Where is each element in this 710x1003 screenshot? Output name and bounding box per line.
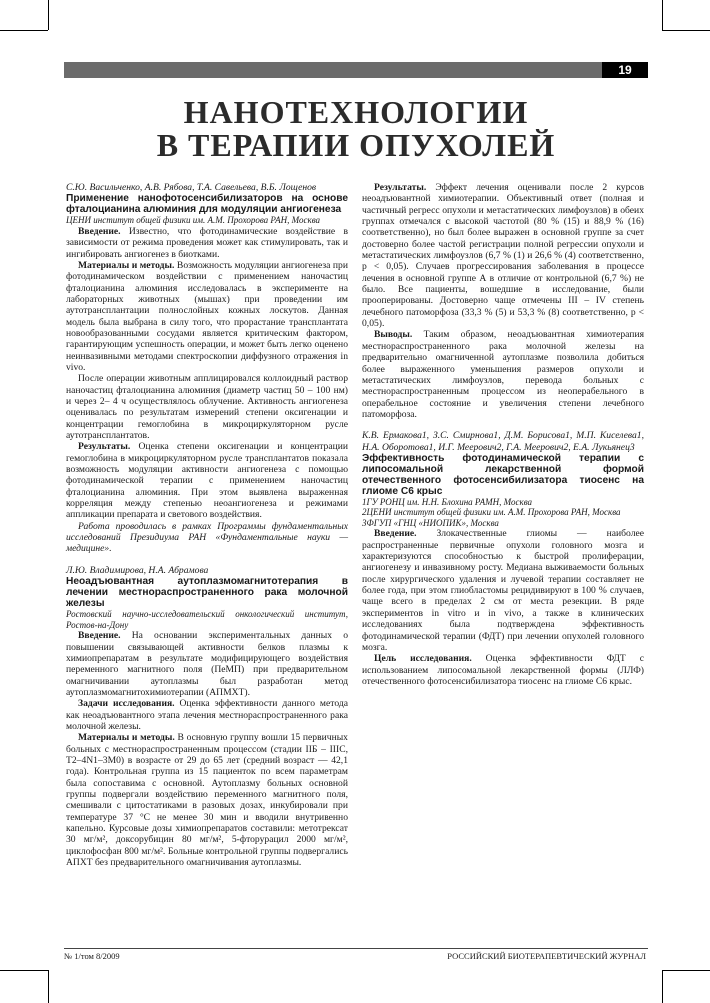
right-column — [362, 182, 644, 687]
crop-mark — [662, 970, 710, 971]
article1-paragraph: Результаты. Оценка степени оксигенации и концентрации гемоглобина в микроциркуляторном русле трансплантатов показала возможность модуляции активности ангиогенеза с помощью фотодинамической терапии с применением наночастиц фталоцианина алюминия. При этом выявлена выраженная корреляция между степенью неоангиогенеза и режимами аппликации препарата и светового воздействия. — [66, 441, 348, 521]
crop-mark — [48, 970, 49, 1003]
article1-affiliation: ЦЕНИ институт общей физики им. А.М. Прохорова РАН, Москва — [66, 215, 321, 226]
article2-affiliation: Ростовский научно-исследовательский онкологический институт, Ростов-на-Дону — [66, 609, 348, 630]
section-title — [64, 96, 648, 162]
crop-mark — [0, 30, 48, 31]
article2-authors: Л.Ю. Владимирова, Н.А. Абрамова — [66, 564, 209, 576]
footer-issue: № 1/том 8/2009 — [64, 951, 120, 961]
article2-paragraph: Задачи исследования. Оценка эффективности данного метода как неоадъювантного этапа лечения местнораспространенного рака молочной железы. — [66, 698, 348, 732]
footer-journal: РОССИЙСКИЙ БИОТЕРАПЕВТИЧЕСКИЙ ЖУРНАЛ — [447, 951, 646, 961]
article1-acknowledgement: Работа проводилась в рамках Программы фундаментальных исследований Президиума РАН «Фундаментальные науки — медицине». — [66, 520, 348, 555]
article3-paragraph: Введение. Злокачественные глиомы — наиболее распространенные первичные опухоли головного мозга и характеризуются способностью к быстрой пролиферации, ангиогенезу и инвазивному росту. Медиана выживаемости больных после хирургического удаления и лучевой терапии составляет не более года, при этом глиобластомы рецидивируют в 100 % случаев, чаще всего в пределах 2 см от места резекции. В ряде экспериментов in vitro и in vivo, а также в клинических исследованиях была подтверждена эффективность фотодинамической терапии (ФДТ) при лечении опухолей головного мозга. — [362, 528, 644, 653]
article2-paragraph: Выводы. Таким образом, неоадъювантная химиотерапия местнораспространенного рака молочной железы на предварительно омагниченной аутоплазме позволила добиться более выраженного уменьшения размеров опухоли и метастатических лимфоузлов, перевода больных с местнораспространенным процессом из неоперабельного в операбельное состояние и увеличения степени лечебного патоморфоза. — [362, 329, 644, 420]
article3-affiliation: 1ГУ РОНЦ им. Н.Н. Блохина РАМН, Москва — [362, 496, 533, 507]
article2-paragraph: Материалы и методы. В основную группу вошли 15 первичных больных с местнораспространенным процессом (стадии IIБ – IIIС, T2–4N1–3M0) в возрасте от 29 до 65 лет (средний возраст — 42,1 года). Контрольная группа из 15 пациенток по всем параметрам была сопоставима с основной. Аутоплазму больных основной группы подвергали воздействию переменного магнитного поля, смешивали с цитостатиками в разовых дозах, инкубировали при температуре 37 °С не менее 30 мин и вводили внутривенно капельно. Курсовые дозы химиопрепаратов составили: метотрексат 30 мг/м², доксорубицин 80 мг/м², 5-фторурацил 2000 мг/м², циклофосфан 800 мг/м². Больные контрольной группы подвергались АПХТ без предварительного омагничивания аутоплазмы. — [66, 732, 348, 869]
article2-paragraph: Результаты. Эффект лечения оценивали после 2 курсов неоадъювантной химиотерапии. Объективный ответ (полная и частичный регресс опухоли и метастатических лимфоузлов) в обеих группах отмечался с высокой частотой (80 % (15) и 88,9 % (16) соответственно), но был более выражен в основной группе за счет достоверно более частой регистрации полной регрессии опухоли и метастатических лимфоузлов (6,7 % (1) и 26,6 % (4) соответственно, р < 0,05). Случаев прогрессирования заболевания в процессе лечения в основной группе А в отличие от контрольной (6,7 %) не было. Все пациенты, вошедшие в исследование, были прооперированы. Достоверно чаще отмечены III – IV степень лечебного патоморфоза (33,3 % (5) и 53,3 % (8) соответственно, р < 0,05). — [362, 182, 644, 330]
article3-paragraph: Цель исследования. Оценка эффективности ФДТ с использованием липосомальной лекарственной формы (ЛЛФ) отечественного фотосенсибилизатора тиосенс на глиоме С6 крыс. — [362, 653, 644, 687]
footer-rule — [64, 948, 648, 949]
article3-title: Эффективность фотодинамической терапии с липосомальной лекарственной формой отечественного фотосенсибилизатора тиосенс на глиоме С6 крыс — [362, 452, 644, 497]
crop-mark — [662, 0, 663, 30]
article1-paragraph: Введение. Известно, что фотодинамические воздействие в зависимости от режима проведения может как стимулировать, так и ингибировать ангиогенез в биотками. — [66, 225, 348, 260]
article3-authors: К.В. Ермакова1, З.С. Смирнова1, Д.М. Борисова1, М.П. Киселева1, Н.А. Оборотова1, И.Г. Меерович2, Г.А. Меерович2, Е.А. Лукьянец3 — [362, 430, 644, 453]
crop-mark — [662, 970, 663, 1003]
article3-affiliation: 2ЦЕНИ институт общей физики им. А.М. Прохорова РАН, Москва — [362, 507, 621, 518]
article1-title: Применение нанофотосенсибилизаторов на основе фталоцианина алюминия для модуляции ангиогенеза — [66, 193, 348, 216]
article2-title: Неоадъювантная аутоплазмомагнитотерапия в лечении местнораспространенного рака молочной железы — [66, 576, 348, 610]
title-line-1: НАНОТЕХНОЛОГИИ — [183, 94, 529, 130]
page-number: 19 — [602, 62, 648, 78]
crop-mark — [0, 970, 48, 971]
header-bar — [64, 62, 648, 78]
crop-mark — [48, 0, 49, 30]
article3-affiliation: 3ФГУП «ГНЦ «НИОПИК», Москва — [362, 517, 499, 528]
title-line-2: В ТЕРАПИИ ОПУХОЛЕЙ — [156, 127, 556, 163]
article2-paragraph: Введение. На основании экспериментальных данных о повышении связывающей активности белков плазмы к химиопрепаратам в результате модифицирующего воздействия переменного магнитного поля (ПеМП) при предварительном омагничивании аутоплазмы был разработан метод аутоплазмомагнитохимиотерапии (АПМХТ). — [66, 630, 348, 698]
crop-mark — [662, 30, 710, 31]
article1-paragraph: После операции животным апплицировался коллоидный раствор наночастиц фталоцианина алюминия (диаметр частиц 50 – 100 нм) и через 2– 4 ч осуществлялось облучение. Активность ангиогенеза оценивалась по результатам измерений степени оксигенации и концентрации гемоглобина в микроциркуляторном русле аутотрансплантатов. — [66, 373, 348, 442]
article1-authors: С.Ю. Васильченко, А.В. Рябова, Т.А. Савельева, В.Б. Лощенов — [66, 182, 317, 193]
left-column — [66, 182, 348, 868]
article1-paragraph: Материалы и методы. Возможность модуляции ангиогенеза при фотодинамическом воздействии с применением наночастиц фталоцианина алюминия исследовалась в эксперименте на лабораторных животных (мышах) при проведении им аутотрансплантации полнослойных кожных лоскутов. Данная модель была выбрана в силу того, что прорастание трансплантата новообразованными сосудами является критическим фактором, гарантирующим успешность операции, и может быть легко оценено неинвазивными методами спектроскопии диффузного отражения in vivo. — [66, 259, 348, 373]
